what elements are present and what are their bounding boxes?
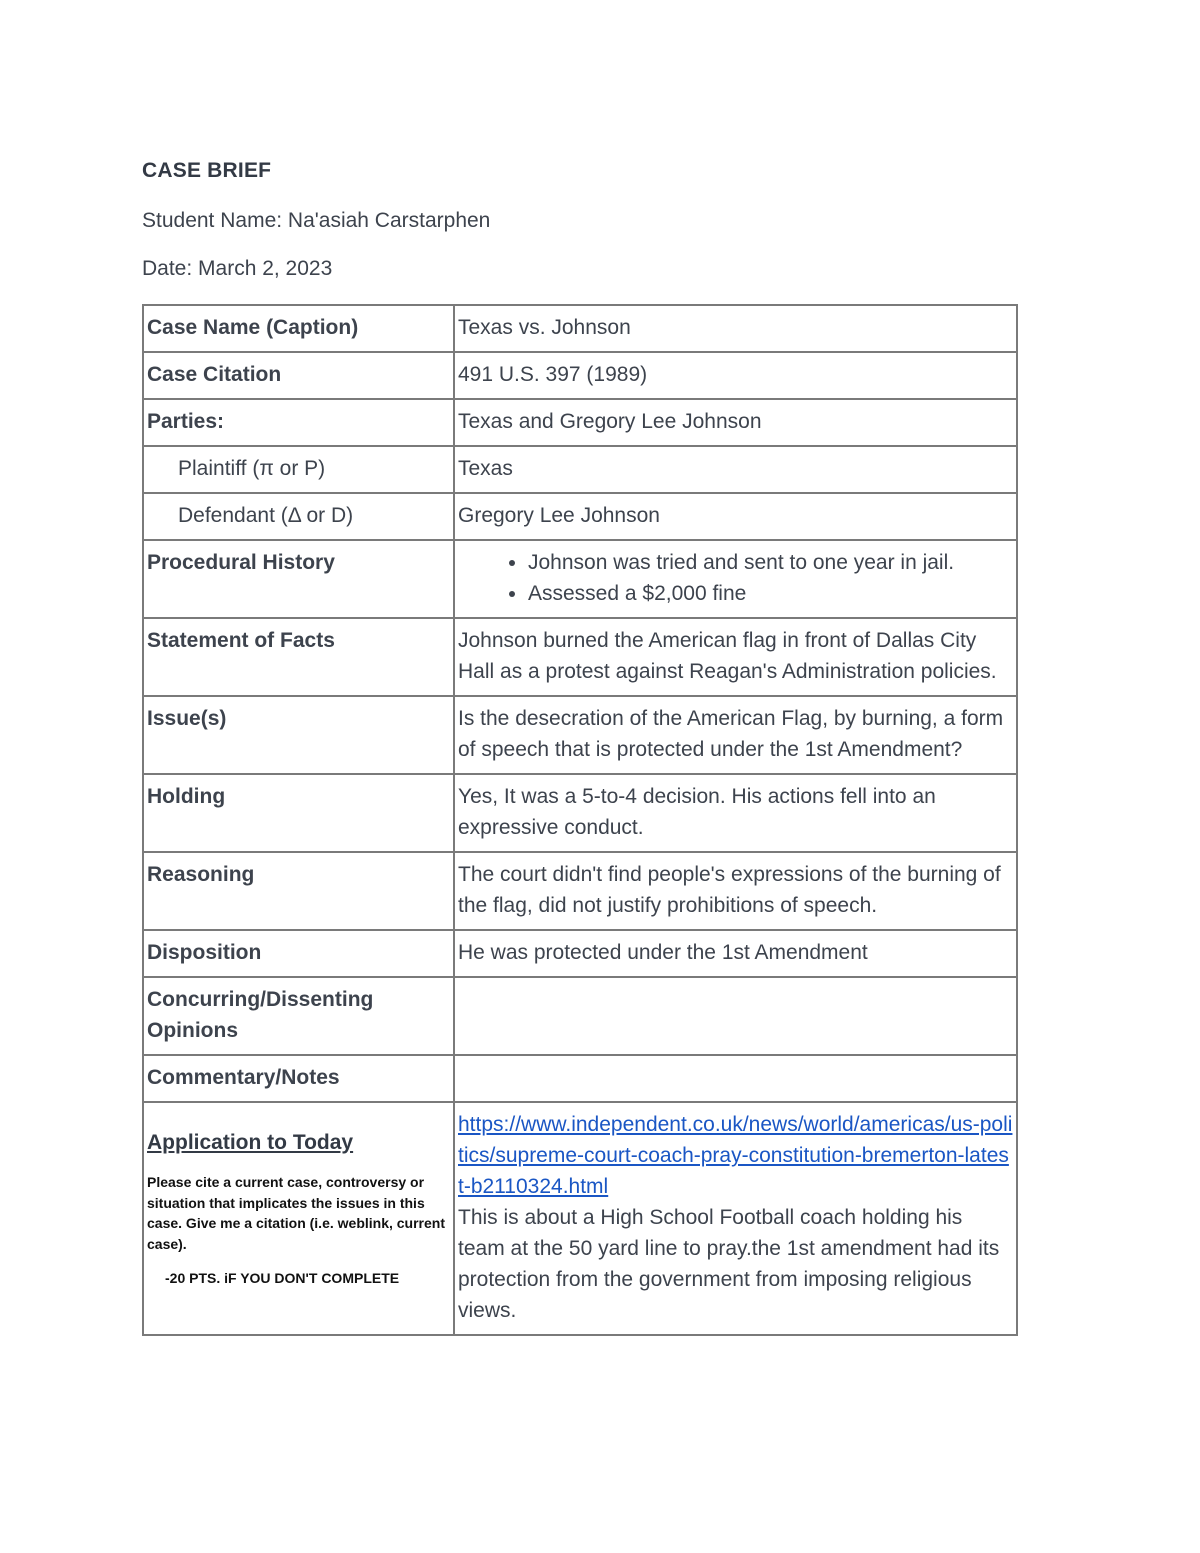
- parties-value: Texas and Gregory Lee Johnson: [454, 399, 1017, 446]
- table-row: [143, 977, 1017, 1055]
- reasoning-label: Reasoning: [143, 852, 454, 930]
- reasoning-value: The court didn't find people's expressions of the burning of the flag, did not justify prohibitions of speech.: [454, 852, 1017, 930]
- procedural-history-value: [454, 540, 1017, 618]
- table-row: [143, 930, 1017, 977]
- table-row: [143, 446, 1017, 493]
- student-name: Student Name: Na'asiah Carstarphen: [142, 209, 491, 232]
- list-item: • Johnson was tried and sent to one year in jail.: [528, 547, 1013, 578]
- issues-value: Is the desecration of the American Flag, by burning, a form of speech that is protected under the 1st Amendment?: [454, 696, 1017, 774]
- table-row: [143, 774, 1017, 852]
- disposition-label: Disposition: [143, 930, 454, 977]
- table-row: [143, 305, 1017, 352]
- application-link[interactable]: https://www.independent.co.uk/news/world/americas/us-politics/supreme-court-coach-pray-constitution-bremerton-latest-b2110324.html: [458, 1113, 1013, 1198]
- application-penalty: -20 PTS. iF YOU DON'T COMPLETE: [165, 1270, 400, 1286]
- opinions-label: Concurring/Dissenting Opinions: [143, 977, 454, 1055]
- table-row: [143, 540, 1017, 618]
- application-instructions: Please cite a current case, controversy or situation that implicates the issues in this case. Give me a citation (i.e. weblink, current case).: [147, 1174, 445, 1252]
- table-row: [143, 352, 1017, 399]
- document-title: CASE BRIEF: [142, 159, 272, 182]
- commentary-value[interactable]: [454, 1055, 1017, 1102]
- case-name-value: Texas vs. Johnson: [454, 305, 1017, 352]
- procedural-history-label: Procedural History: [143, 540, 454, 618]
- parties-label: Parties:: [143, 399, 454, 446]
- procedural-history-list: [458, 547, 1013, 609]
- application-label-cell: [143, 1102, 454, 1335]
- case-brief-table: [142, 304, 1018, 1336]
- holding-label: Holding: [143, 774, 454, 852]
- table-row: [143, 696, 1017, 774]
- application-value-cell: [454, 1102, 1017, 1335]
- issues-label: Issue(s): [143, 696, 454, 774]
- statement-of-facts-label: Statement of Facts: [143, 618, 454, 696]
- table-row: [143, 1102, 1017, 1335]
- opinions-value[interactable]: [454, 977, 1017, 1055]
- case-citation-label: Case Citation: [143, 352, 454, 399]
- table-row: [143, 1055, 1017, 1102]
- plaintiff-value: Texas: [454, 446, 1017, 493]
- disposition-value: He was protected under the 1st Amendment: [454, 930, 1017, 977]
- commentary-label: Commentary/Notes: [143, 1055, 454, 1102]
- defendant-value: Gregory Lee Johnson: [454, 493, 1017, 540]
- application-value: This is about a High School Football coach holding his team at the 50 yard line to pray.the 1st amendment had its protection from the government from imposing religious views.: [458, 1206, 1000, 1322]
- table-row: [143, 618, 1017, 696]
- application-title: Application to Today: [147, 1131, 354, 1154]
- list-item: • Assessed a $2,000 fine: [528, 578, 1013, 609]
- defendant-label: Defendant (Δ or D): [143, 493, 454, 540]
- table-row: [143, 852, 1017, 930]
- table-row: [143, 493, 1017, 540]
- case-citation-value: 491 U.S. 397 (1989): [454, 352, 1017, 399]
- statement-of-facts-value: Johnson burned the American flag in front of Dallas City Hall as a protest against Reagan's Administration policies.: [454, 618, 1017, 696]
- brief-date: Date: March 2, 2023: [142, 257, 333, 280]
- plaintiff-label: Plaintiff (π or P): [143, 446, 454, 493]
- table-row: [143, 399, 1017, 446]
- holding-value: Yes, It was a 5-to-4 decision. His actions fell into an expressive conduct.: [454, 774, 1017, 852]
- case-name-label: Case Name (Caption): [143, 305, 454, 352]
